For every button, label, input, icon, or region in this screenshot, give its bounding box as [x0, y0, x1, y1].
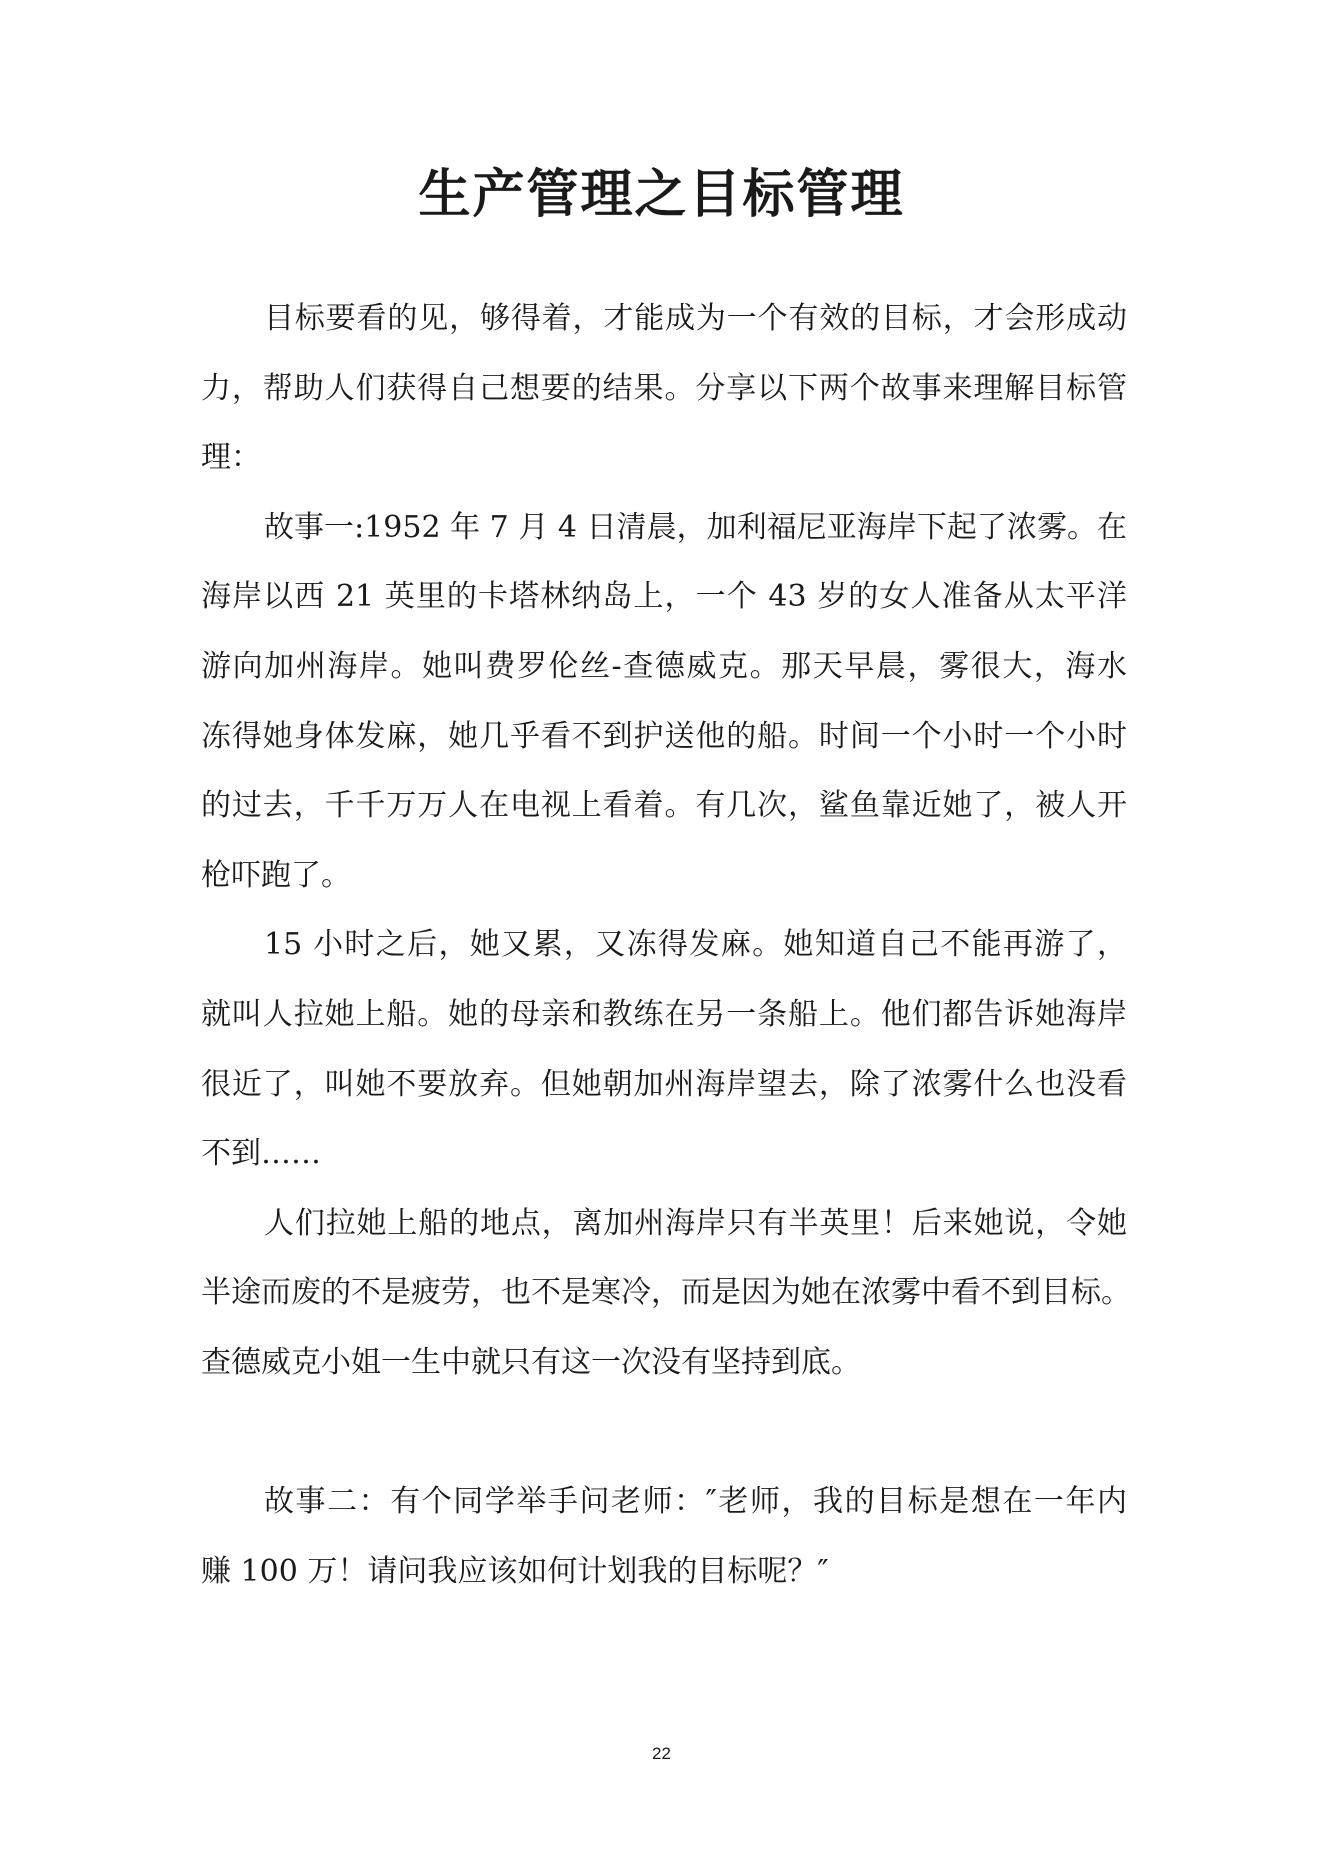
paragraph-intro [201, 284, 1127, 493]
text-line: 力，帮助人们获得自己想要的结果。分享以下两个故事来理解目标管 [201, 370, 1127, 406]
text-line: 理： [201, 440, 261, 476]
paragraph-story-one-continued [201, 910, 1127, 1188]
text-line: 海岸以西 21 英里的卡塔林纳岛上，一个 43 岁的女人准备从太平洋 [201, 579, 1127, 615]
document-title: 生产管理之目标管理 [418, 164, 905, 225]
text-line: 查德威克小姐一生中就只有这一次没有坚持到底。 [201, 1344, 861, 1380]
text-line: 半途而废的不是疲劳，也不是寒冷，而是因为她在浓雾中看不到目标。 [201, 1275, 1131, 1311]
page-number: 22 [652, 1744, 671, 1763]
paragraph-story-two [201, 1467, 1127, 1606]
text-line: 冻得她身体发麻，她几乎看不到护送他的船。时间一个小时一个小时 [201, 718, 1127, 754]
text-line: 游向加州海岸。她叫费罗伦丝-查德威克。那天早晨，雾很大，海水 [201, 648, 1127, 684]
text-line: 故事二：有个同学举手问老师：″老师，我的目标是想在一年内 [264, 1484, 1127, 1520]
document-body [201, 284, 1131, 1606]
text-line: 枪吓跑了。 [201, 857, 351, 893]
text-line: 赚 100 万！请问我应该如何计划我的目标呢？″ [201, 1553, 829, 1589]
text-line: 不到…… [201, 1136, 321, 1172]
text-line: 就叫人拉她上船。她的母亲和教练在另一条船上。他们都告诉她海岸 [201, 996, 1127, 1032]
paragraph-gap [201, 1398, 1127, 1468]
text-line: 15 小时之后，她又累，又冻得发麻。她知道自己不能再游了， [264, 927, 1127, 963]
text-line: 人们拉她上船的地点，离加州海岸只有半英里！后来她说，令她 [264, 1205, 1127, 1241]
text-line: 目标要看的见，够得着，才能成为一个有效的目标，才会形成动 [264, 301, 1127, 336]
paragraph-story-one [201, 493, 1127, 911]
text-line: 的过去，千千万万人在电视上看着。有几次，鲨鱼靠近她了，被人开 [201, 788, 1127, 824]
paragraph-story-one-conclusion [201, 1189, 1131, 1398]
text-line: 故事一:1952 年 7 月 4 日清晨，加利福尼亚海岸下起了浓雾。在 [264, 509, 1127, 545]
text-line: 很近了，叫她不要放弃。但她朝加州海岸望去，除了浓雾什么也没看 [201, 1066, 1127, 1102]
